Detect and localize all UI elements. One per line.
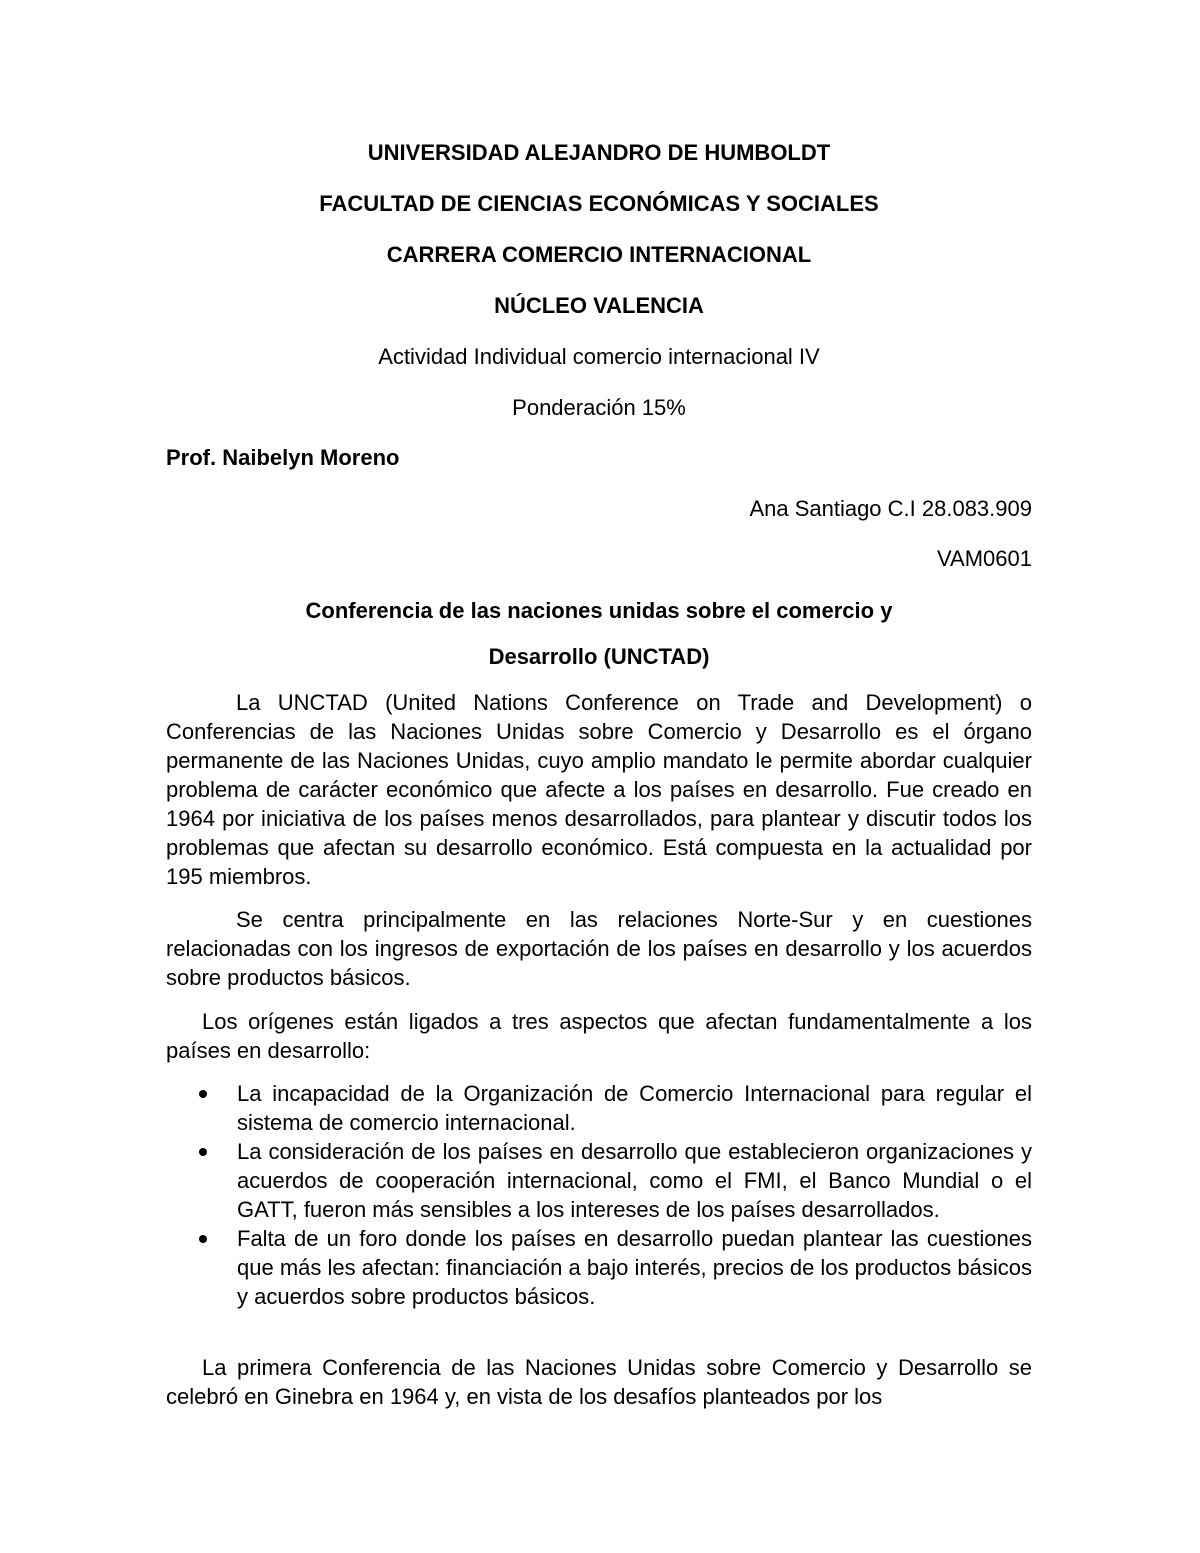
list-item — [166, 1224, 1032, 1311]
list-item — [166, 1137, 1032, 1224]
paragraph-intro: La UNCTAD (United Nations Conference on Trade and Development) o Conferencias de las Naciones Unidas sobre Comercio y Desarrollo es el órgano permanente de las Naciones Unidas, cuyo amplio mandato le permite abordar cualquier problema de carácter económico que afecte a los países en desarrollo. Fue creado en 1964 por iniciativa de los países menos desarrollados, para plantear y discutir todos los problemas que afectan su desarrollo económico. Está compuesta en la actualidad por 195 miembros. — [166, 690, 1032, 889]
bullet-icon — [199, 1148, 207, 1156]
bullet-icon — [199, 1090, 207, 1098]
list-item — [166, 1079, 1032, 1137]
career-name: CARRERA COMERCIO INTERNACIONAL — [386, 242, 812, 267]
section-code: VAM0601 — [937, 546, 1032, 571]
paragraph-focus: Se centra principalmente en las relaciones Norte-Sur y en cuestiones relacionadas con los ingresos de exportación de los países en desarrollo y los acuerdos sobre productos básicos. — [166, 907, 1032, 990]
activity-title: Actividad Individual comercio internacional IV — [378, 344, 820, 369]
university-name: UNIVERSIDAD ALEJANDRO DE HUMBOLDT — [367, 140, 831, 165]
document-title-line-2: Desarrollo (UNCTAD) — [488, 644, 710, 669]
campus-name: NÚCLEO VALENCIA — [494, 293, 704, 318]
faculty-name: FACULTAD DE CIENCIAS ECONÓMICAS Y SOCIALES — [319, 191, 879, 216]
list-item-text: La consideración de los países en desarrollo que establecieron organizaciones y acuerdos de cooperación internacional, como el FMI, el Banco Mundial o el GATT, fueron más sensibles a los intereses de los países desarrollados. — [237, 1139, 1032, 1222]
professor-name: Prof. Naibelyn Moreno — [166, 445, 400, 470]
list-item-text: La incapacidad de la Organización de Comercio Internacional para regular el sistema de comercio internacional. — [237, 1081, 1032, 1135]
paragraph-origins: Los orígenes están ligados a tres aspectos que afectan fundamentalmente a los países en desarrollo: — [166, 1009, 1032, 1063]
origins-list — [166, 1079, 1032, 1311]
paragraph-first-conference: La primera Conferencia de las Naciones Unidas sobre Comercio y Desarrollo se celebró en Ginebra en 1964 y, en vista de los desafíos planteados por los — [166, 1355, 1032, 1409]
bullet-icon — [199, 1235, 207, 1243]
weighting-text: Ponderación 15% — [512, 395, 686, 420]
student-info: Ana Santiago C.I 28.083.909 — [749, 496, 1032, 521]
list-item-text: Falta de un foro donde los países en desarrollo puedan plantear las cuestiones que más les afectan: financiación a bajo interés, precios de los productos básicos y acuerdos sobre productos básicos. — [237, 1226, 1032, 1309]
document-title-line-1: Conferencia de las naciones unidas sobre el comercio y — [305, 598, 893, 623]
